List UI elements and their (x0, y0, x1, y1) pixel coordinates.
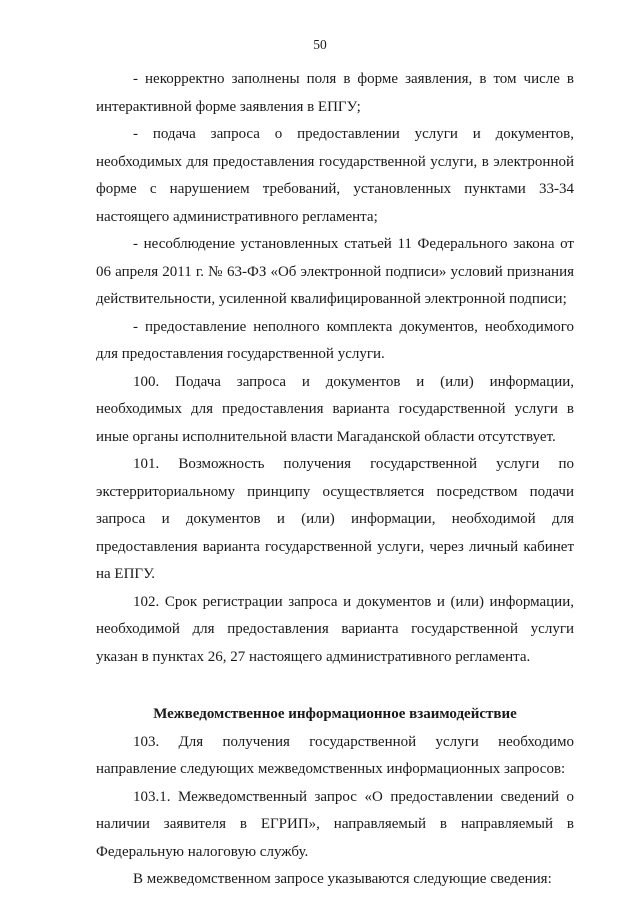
paragraph-103: 103. Для получения государственной услуги необходимо направление следующих межведомственных информационных запросов: (96, 733, 574, 777)
paragraph-incomplete-documents: - предоставление неполного комплекта документов, необходимого для предоставления государственной услуги. (96, 318, 574, 362)
section-heading: Межведомственное информационное взаимодействие (153, 706, 517, 722)
section-gap (96, 671, 574, 701)
paragraph-103-1: 103.1. Межведомственный запрос «О предоставлении сведений о наличии заявителя в ЕГРИП», направляемый в направляемый в Федеральную налоговую службу. (96, 788, 574, 860)
paragraph-signature-conditions: - несоблюдение установленных статьей 11 Федерального закона от 06 апреля 2011 г. № 63-ФЗ «Об электронной подписи» условий признания действительности, усиленной квалифицированной электронной подписи; (96, 236, 574, 307)
paragraph-100: 100. Подача запроса и документов и (или) информации, необходимых для предоставления варианта государственной услуги в иные органы исполнительной власти Магаданской области отсутствует. (96, 373, 574, 445)
page-number: 50 (313, 37, 327, 52)
paragraph-101: 101. Возможность получения государственной услуги по экстерриториальному принципу осуществляется посредством подачи запроса и документов и (или) информации, необходимой для предоставления варианта государственной услуги, через личный кабинет на ЕПГУ. (96, 456, 574, 582)
paragraph-request-details: В межведомственном запросе указываются следующие сведения: (133, 871, 552, 887)
paragraph-incorrect-fields: - некорректно заполнены поля в форме заявления, в том числе в интерактивной форме заявления в ЕПГУ; (96, 71, 574, 115)
paragraph-102: 102. Срок регистрации запроса и документов и (или) информации, необходимой для предоставления варианта государственной услуги указан в пунктах 26, 27 настоящего административного регламента. (96, 593, 574, 665)
paragraph-requirements-violation: - подача запроса о предоставлении услуги и документов, необходимых для предоставления государственной услуги, в электронной форме с нарушением требований, установленных пунктами 33-34 настоящего административного регламента; (96, 126, 574, 225)
document-body (96, 66, 574, 894)
